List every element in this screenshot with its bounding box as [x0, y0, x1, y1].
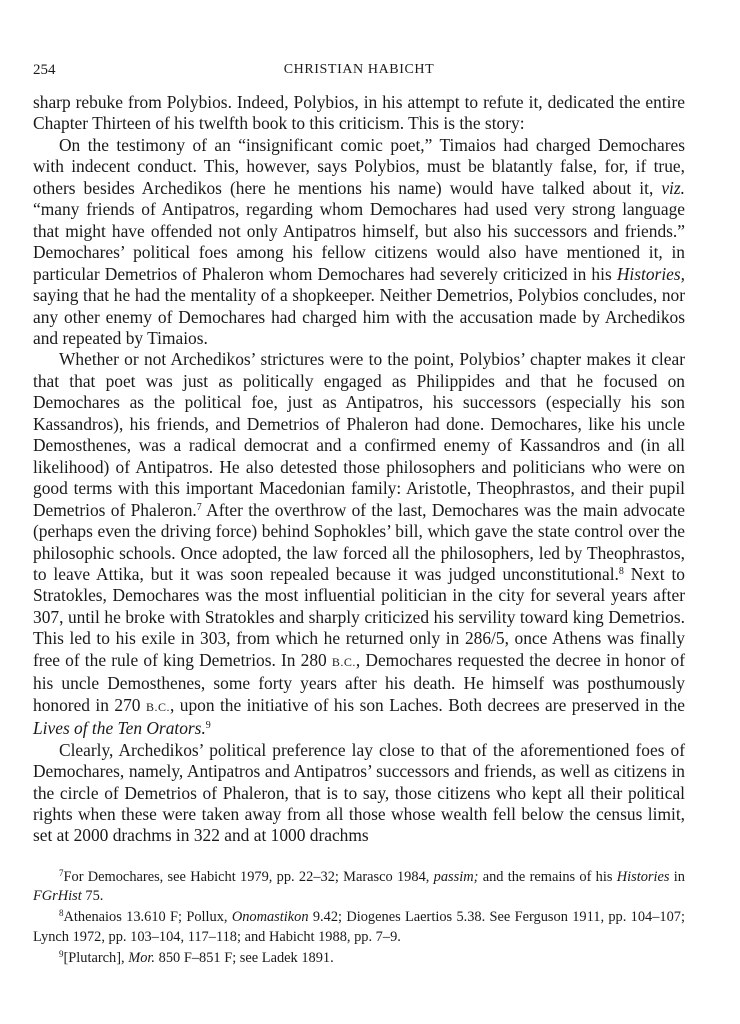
footnote-ref-9[interactable]: 9 [205, 720, 211, 732]
lives-italic: Lives of the Ten Orators. [33, 718, 206, 739]
footnote-8: $^8$Athenaios 13.610 F; Pollux, Onomastikon 9.42; Diogenes Laertios 5.38. See Ferguson 1911, pp. 104–107; Lynch 1972, pp. 103–104, 117–118; and Habicht 1988, pp. 7–9. [33, 908, 686, 945]
bc-abbrev: B.C. [145, 699, 170, 714]
viz-italic: viz. [661, 177, 685, 198]
body-text [33, 92, 685, 847]
histories-italic: Histories, [616, 263, 685, 284]
footnotes [33, 868, 685, 970]
footnote-ref-7[interactable]: 7 [196, 501, 202, 513]
running-head: CHRISTIAN HABICHT [283, 62, 435, 77]
page-header [33, 62, 685, 84]
footnote-9: $^9$[Plutarch], Mor. 850 F–851 F; see Ladek 1891. [59, 948, 334, 966]
paragraph-1: sharp rebuke from Polybios. Indeed, Polybios, in his attempt to refute it, dedicated the entire Chapter Thirteen of his twelfth book to this criticism. This is the story: [33, 92, 685, 134]
footnote-ref-8[interactable]: 8 [618, 565, 624, 577]
paragraph-2: On the testimony of an “insignificant comic poet,” Timaios had charged Demochares with indecent conduct. This, however, says Polybios, must be blatantly false, for, if true, others besides Archedikos (here he mentions his name) would have talked about it, viz. “many friends of Antipatros, regarding whom Demochares had used very strong language that might have offended not only Antipatros himself, but also his successors and friends.” Demochares’ political foes among his fellow citizens would also have mentioned it, in particular Demetrios of Phaleron whom Demochares had severely criticized in his Histories, saying that he had the mentality of a shopkeeper. Neither Demetrios, Polybios concludes, nor any other enemy of Demochares had charged him with the accusation made by Archedikos and repeated by Timaios. [33, 134, 685, 348]
bc-abbrev: B.C. [331, 654, 356, 669]
footnote-7: $^7$For Demochares, see Habicht 1979, pp. 22–32; Marasco 1984, passim; and the remains of his Histories in FGrHist 75. [33, 868, 685, 905]
paragraph-3: Whether or not Archedikos’ strictures were to the point, Polybios’ chapter makes it clear that that poet was just as politically engaged as Philippides and that he focused on Demochares as the political foe, just as Antipatros, his successors (especially his son Kassandros), his friends, and Demetrios of Phaleron had done. Demochares, like his uncle Demosthenes, was a radical democrat and a confirmed enemy of Kassandros and (in all likelihood) of Antipatros. He also detested those philosophers and politicians who were on good terms with this important Macedonian family: Aristotle, Theophrastos, and their pupil Demetrios of Phaleron.$^7$ After the overthrow of the last, Demochares was the main advocate (perhaps even the driving force) behind Sophokles’ bill, which gave the state control over the philosophic schools. Once adopted, the law forced all the philosophers, led by Theophrastos, to leave Attika, but it was soon repealed because it was judged unconstitutional.$^8$ Next to Stratokles, Demochares was the most influential politician in the city for several years after 307, until he broke with Stratokles and sharply criticized his servility toward king Demetrios. This led to his exile in 303, from which he returned only in 286/5, once Athens was finally free of the rule of king Demetrios. In 280 B.C., Demochares requested the decree in honor of his uncle Demosthenes, some forty years after his death. He himself was posthumously honored in 270 B.C., upon the initiative of his son Laches. Both decrees are preserved in the Lives of the Ten Orators.$^9$ [33, 349, 685, 739]
paragraph-4: Clearly, Archedikos’ political preference lay close to that of the aforementioned foes of Demochares, namely, Antipatros and Antipatros’ successors and friends, as well as citizens in the circle of Demetrios of Phaleron, that is to say, those citizens who kept all their political rights when these were taken away from all those whose wealth fell below the census limit, set at 2000 drachms in 322 and at 1000 drachms [33, 739, 685, 846]
page-number: 254 [33, 62, 56, 78]
